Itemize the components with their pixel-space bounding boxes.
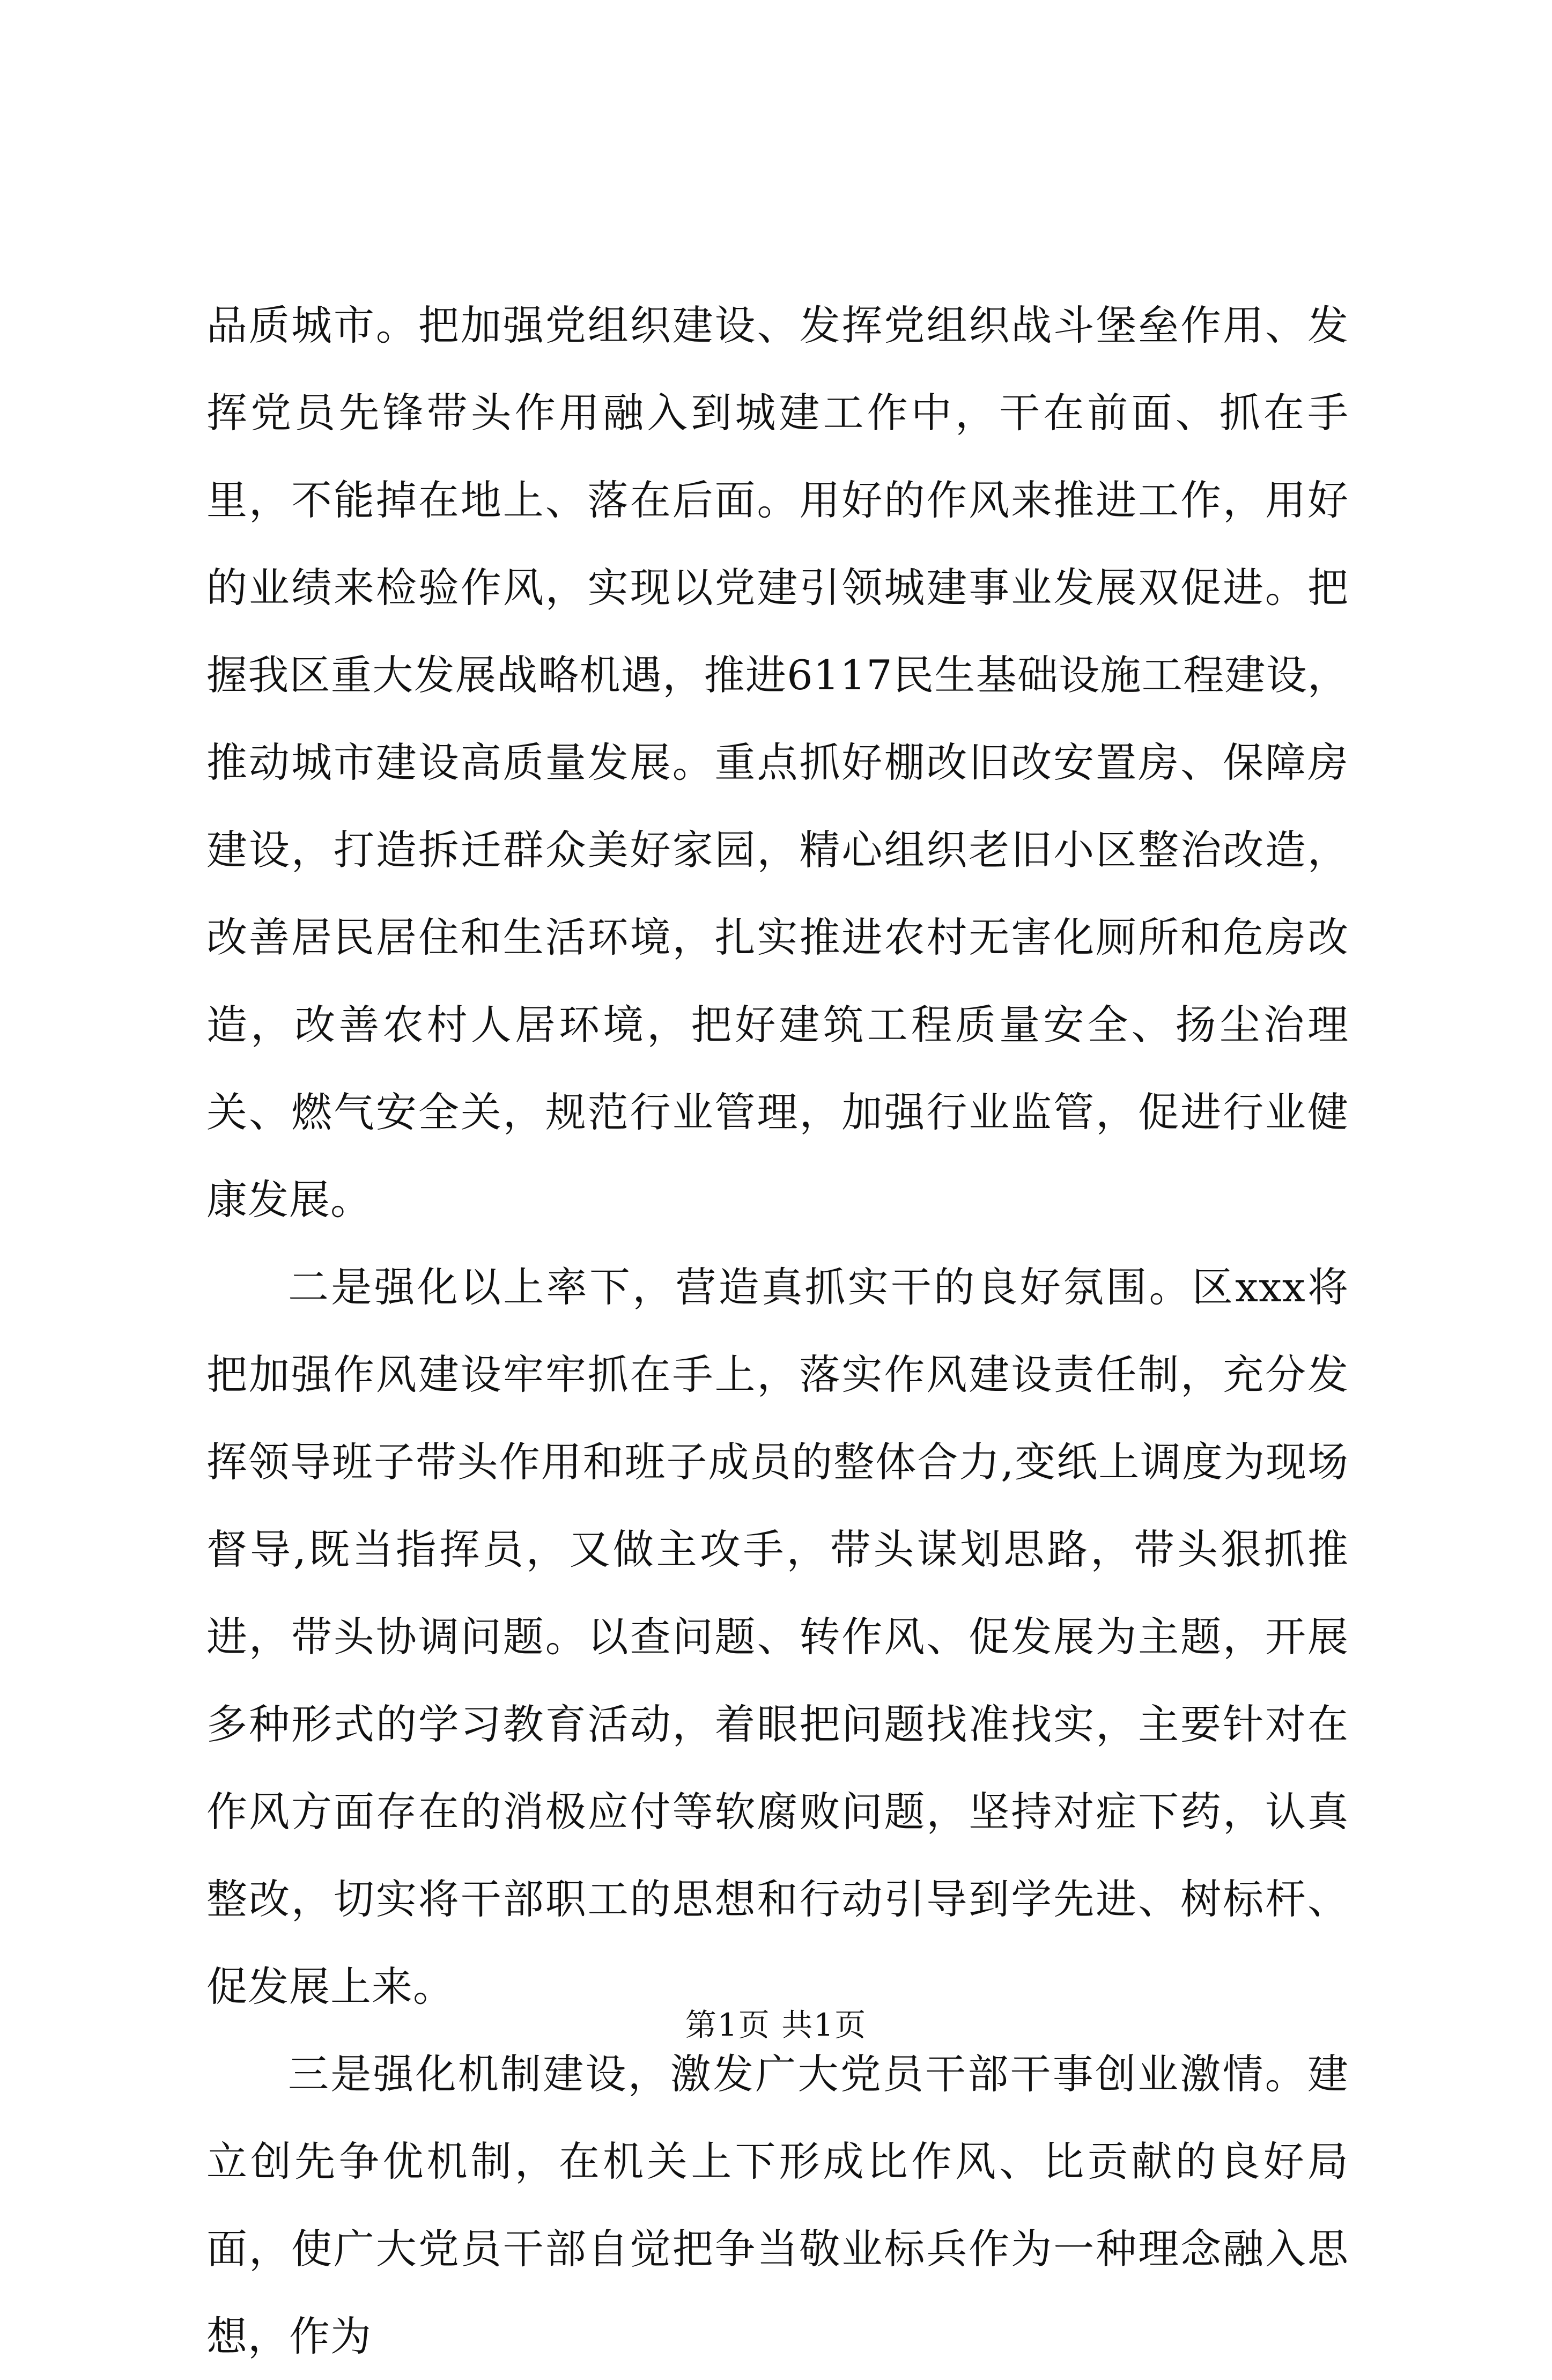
page-footer: 第1页 共1页	[685, 2007, 867, 2043]
paragraph-three: 三是强化机制建设，激发广大党员干部干事创业激情。建立创先争优机制，在机关上下形成比作风、比贡献的良好局面，使广大党员干部自觉把争当敬业标兵作为一种理念融入思想，作为	[206, 2050, 1349, 2360]
document-body	[206, 282, 1349, 2380]
paragraph-two: 二是强化以上率下，营造真抓实干的良好氛围。区xxx将把加强作风建设牢牢抓在手上，落实作风建设责任制，充分发挥领导班子带头作用和班子成员的整体合力,变纸上调度为现场督导,既当指挥员，又做主攻手，带头谋划思路，带头狠抓推进，带头协调问题。以查问题、转作风、促发展为主题，开展多种形式的学习教育活动，着眼把问题找准找实，主要针对在作风方面存在的消极应付等软腐败问题，坚持对症下药，认真整改，切实将干部职工的思想和行动引导到学先进、树标杆、促发展上来。	[206, 1263, 1349, 2010]
paragraph-continuation: 品质城市。把加强党组织建设、发挥党组织战斗堡垒作用、发挥党员先锋带头作用融入到城建工作中，干在前面、抓在手里，不能掉在地上、落在后面。用好的作风来推进工作，用好的业绩来检验作风，实现以党建引领城建事业发展双促进。把握我区重大发展战略机遇，推进6117民生基础设施工程建设，推动城市建设高质量发展。重点抓好棚改旧改安置房、保障房建设，打造拆迁群众美好家园，精心组织老旧小区整治改造，改善居民居住和生活环境，扎实推进农村无害化厕所和危房改造，改善农村人居环境，把好建筑工程质量安全、扬尘治理关、燃气安全关，规范行业管理，加强行业监管，促进行业健康发展。	[206, 301, 1349, 1224]
